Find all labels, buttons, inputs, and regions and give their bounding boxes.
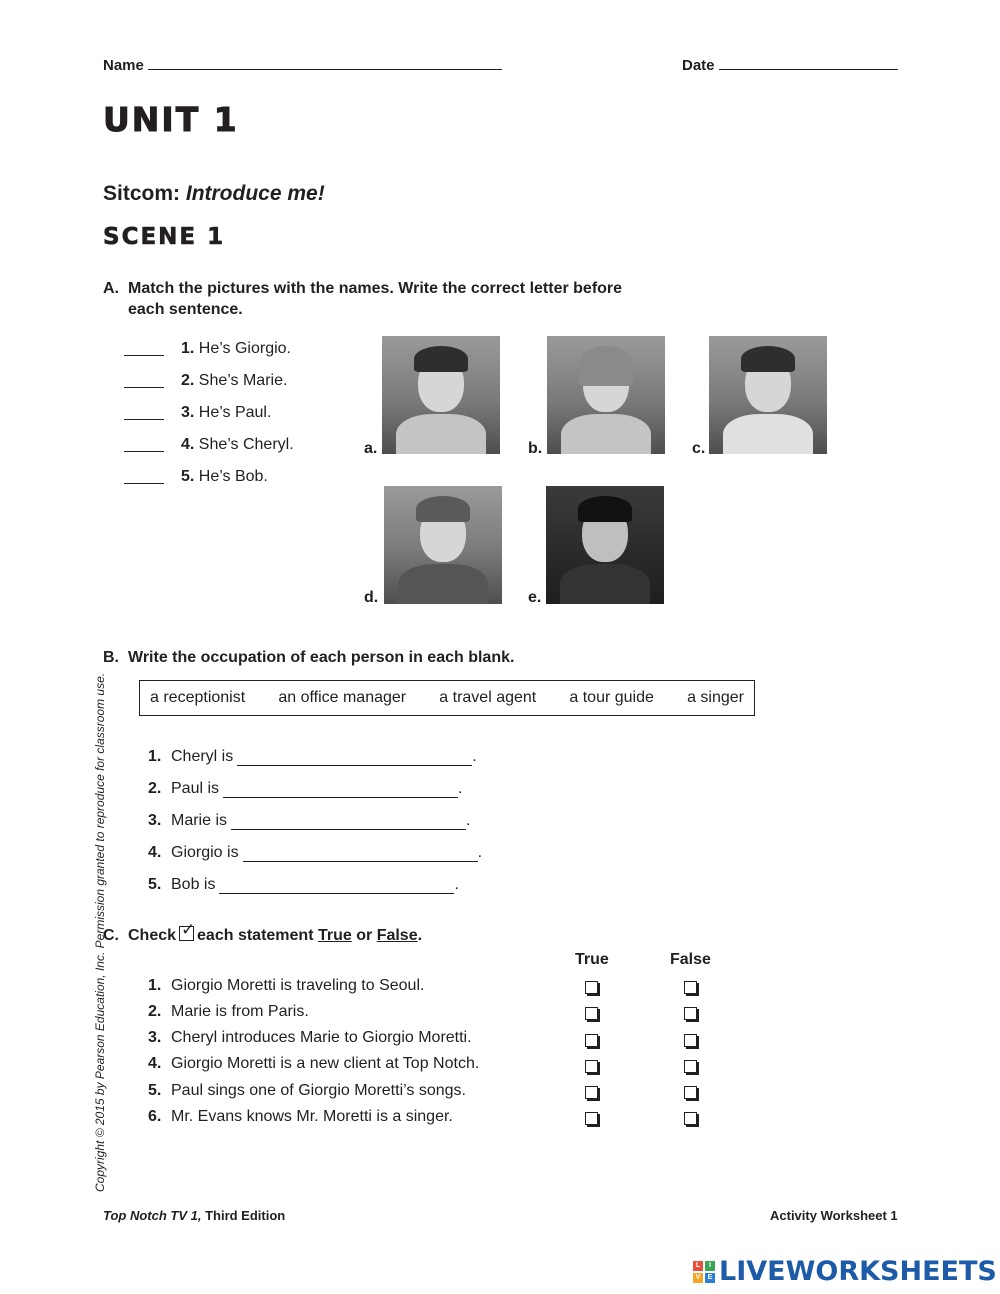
liveworksheets-logo	[693, 1256, 997, 1287]
section-a-line2: each sentence.	[128, 301, 243, 318]
unit-title: UNIT 1	[103, 100, 239, 139]
true-checkbox[interactable]	[585, 1060, 598, 1073]
list-item: 1. Cheryl is .	[148, 748, 477, 765]
false-checkbox[interactable]	[684, 981, 697, 994]
photo-a-giorgio-image	[382, 336, 500, 454]
false-checkbox[interactable]	[684, 1060, 697, 1073]
answer-blank-b5[interactable]	[219, 879, 454, 894]
answer-blank-a3[interactable]	[124, 419, 164, 420]
list-item: 3. Cheryl introduces Marie to Giorgio Moretti.	[148, 1029, 472, 1046]
list-item: 2. Paul is .	[148, 780, 463, 797]
true-header: True	[575, 951, 609, 968]
answer-blank-b1[interactable]	[237, 751, 472, 766]
list-item: 5. Paul sings one of Giorgio Moretti’s songs.	[148, 1082, 466, 1099]
list-item: 3. He’s Paul.	[181, 404, 272, 421]
word-bank	[139, 680, 755, 716]
photo-label-c: c.	[692, 440, 706, 457]
list-item: 4. She’s Cheryl.	[181, 436, 294, 453]
list-item: 2. Marie is from Paris.	[148, 1003, 309, 1020]
section-a-line1: Match the pictures with the names. Write the correct letter before	[128, 280, 623, 297]
answer-blank-b2[interactable]	[223, 783, 458, 798]
section-a-letter: A.	[103, 280, 119, 297]
footer-book-title: Top Notch TV 1, Third Edition	[103, 1208, 286, 1223]
photo-d-image	[384, 486, 502, 604]
false-checkbox[interactable]	[684, 1112, 697, 1125]
answer-blank-a5[interactable]	[124, 483, 164, 484]
answer-blank-a2[interactable]	[124, 387, 164, 388]
sitcom-title	[103, 182, 325, 206]
section-c-instruction: C. Check✓ each statement True or False.	[103, 925, 422, 946]
list-item: 5. Bob is .	[148, 876, 459, 893]
name-label: Name	[103, 57, 144, 74]
answer-blank-b3[interactable]	[231, 815, 466, 830]
false-header: False	[670, 951, 711, 968]
true-checkbox[interactable]	[585, 981, 598, 994]
section-a-instruction	[103, 278, 703, 320]
answer-blank-a1[interactable]	[124, 355, 164, 356]
word-bank-item: an office manager	[278, 689, 407, 706]
true-checkbox[interactable]	[585, 1112, 598, 1125]
footer-worksheet: Activity Worksheet 1	[770, 1208, 898, 1223]
word-bank-item: a travel agent	[439, 689, 537, 706]
list-item: 5. He’s Bob.	[181, 468, 268, 485]
sitcom-prefix: Sitcom:	[103, 182, 181, 205]
section-b-letter: B.	[103, 649, 119, 666]
false-checkbox[interactable]	[684, 1007, 697, 1020]
section-b-text: Write the occupation of each person in each blank.	[128, 649, 515, 666]
logo-text: LIVEWORKSHEETS	[719, 1256, 997, 1287]
logo-squares-icon: L I V E	[693, 1261, 715, 1283]
true-checkbox[interactable]	[585, 1086, 598, 1099]
section-c-letter: C.	[103, 927, 119, 944]
answer-blank-b4[interactable]	[243, 847, 478, 862]
false-checkbox[interactable]	[684, 1086, 697, 1099]
list-item: 3. Marie is .	[148, 812, 471, 829]
photo-b-image	[547, 336, 665, 454]
list-item: 1. Giorgio Moretti is traveling to Seoul.	[148, 977, 425, 994]
list-item: 4. Giorgio Moretti is a new client at Top Notch.	[148, 1055, 480, 1072]
false-checkbox[interactable]	[684, 1034, 697, 1047]
word-bank-item: a receptionist	[150, 689, 246, 706]
photo-label-b: b.	[528, 440, 543, 457]
photo-label-e: e.	[528, 589, 542, 606]
photo-c-image	[709, 336, 827, 454]
word-bank-item: a tour guide	[569, 689, 654, 706]
true-checkbox[interactable]	[585, 1007, 598, 1020]
check-icon	[179, 926, 194, 941]
true-checkbox[interactable]	[585, 1034, 598, 1047]
photo-label-d: d.	[364, 589, 379, 606]
section-b-instruction	[103, 647, 514, 668]
scene-title: SCENE 1	[103, 224, 226, 250]
date-field[interactable]	[719, 69, 898, 70]
answer-blank-a4[interactable]	[124, 451, 164, 452]
list-item: 6. Mr. Evans knows Mr. Moretti is a singer.	[148, 1108, 453, 1125]
copyright-notice: Copyright © 2015 by Pearson Education, Inc. Permission granted to reproduce for classroom use.	[93, 672, 107, 1192]
list-item: 1. He’s Giorgio.	[181, 340, 291, 357]
list-item: 4. Giorgio is .	[148, 844, 483, 861]
name-field[interactable]	[148, 69, 502, 70]
list-item: 2. She’s Marie.	[181, 372, 288, 389]
sitcom-name: Introduce me!	[185, 182, 325, 205]
photo-label-a: a.	[364, 440, 378, 457]
date-label: Date	[682, 57, 715, 74]
photo-e-image	[546, 486, 664, 604]
word-bank-item: a singer	[687, 689, 744, 706]
